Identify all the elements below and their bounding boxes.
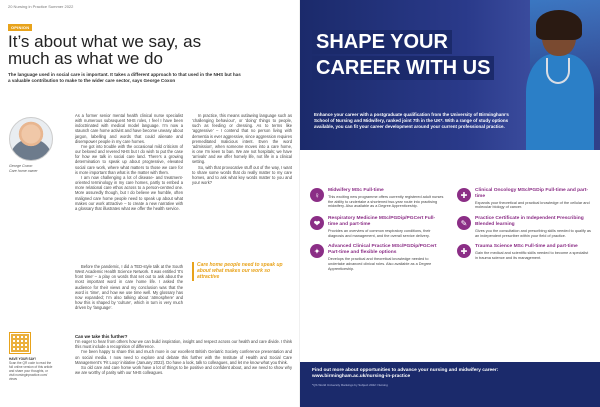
author-photo xyxy=(9,117,53,161)
article-column-1-lower xyxy=(75,264,183,310)
qr-caption xyxy=(9,357,53,381)
course-title: Trauma Science MSc Full-time and part-time xyxy=(475,244,578,250)
course-desc: Provides an overview of common respiratory conditions, their diagnosis and management, and the overall service delivery. xyxy=(328,228,431,238)
qr-pattern xyxy=(11,334,29,352)
midwifery-icon: ♀ xyxy=(310,188,324,202)
trauma-icon: ✚ xyxy=(457,244,471,258)
article-column-2 xyxy=(192,113,292,185)
qr-code[interactable] xyxy=(9,332,31,354)
body-paragraph: I’ve been happy to share this and much more in our excellent British Geriatric Society conference presentation and on social media. I now need to explore and debate this further with the Institute of Health and Social Care Management’s ‘Fit Loop’ initiative (January 2022). Do have a look, talk to colleagues, and let me know what you think. xyxy=(75,349,292,365)
course-item[interactable] xyxy=(310,244,445,271)
course-desc: Gain the medical and scientific skills needed to become a specialist in trauma science and its management. xyxy=(475,251,589,260)
author-role: Care home owner xyxy=(9,168,38,173)
course-item[interactable] xyxy=(310,216,445,238)
course-item[interactable] xyxy=(457,244,592,271)
body-paragraph: Before the pandemic, I did a TED-style talk at the South West Academic Health Science Network. It was entitled ‘It’s front time’ – a play on words that set out to ask about the most important word in care home life. I asked the audience for their views and my conclusion was that the word is ‘time’, and how we use time well. My glossary has now expanded; I’m also talking about ‘atmosphere’ and how this is shaped by ‘culture’, which in turn is very much driven by ‘language’. xyxy=(75,264,183,311)
banner-line-2: CAREER WITH US xyxy=(312,56,494,80)
respiratory-icon: ❤ xyxy=(310,216,324,230)
body-paragraph: I’m eager to hear from others how we can build inspiration, insight and respect across our health and care divide. I think this must include a recognition of difference. xyxy=(75,339,292,350)
body-paragraph: As a former senior mental health clinical nurse specialist with numerous subsequent NHS roles, I feel I have been indoctrinated with medical model language. I’m now a staunch care home activist and have become uneasy about jargon, labelling and words that could alienate and disempower people in my care homes. xyxy=(75,113,183,144)
article-standfirst: The language used in social care is important. It takes a different approach to that used in the NHS but has a valuable contribution to make to the wider care sector, says George Coxon xyxy=(8,72,241,83)
article-headline: It’s about what we say, as much as what we do xyxy=(8,32,202,68)
section-tag: OPINION xyxy=(8,24,32,31)
body-paragraph: So old care and care home work have a lot of things to be positive and confident about, and we need to show why we are worthy of parity with our NHS colleagues. xyxy=(75,364,292,376)
course-item[interactable] xyxy=(310,188,445,210)
footer-footnote: *QS World University Rankings by Subject 2022: Nursing xyxy=(312,383,388,387)
course-title: Practice Certificate in Independent Prescribing Blended learning xyxy=(475,216,584,227)
course-desc: Expands your theoretical and practical knowledge of the cellular and molecular biology of cancer. xyxy=(475,200,590,210)
course-desc: This exciting new programme offers currently registered adult nurses the ability to undertake a shortened two-year route into practising midwifery. Also available as a Degree Apprenticeship. xyxy=(328,194,444,209)
body-paragraph: In practice, this means outlawing language such as ‘challenging behaviour’, or ‘doing’ things to people, such as feeding or dressing. As to terms like ‘aggressive’ – I contend that no person living with dementia is ever aggressive, since aggression requires premeditated malicious intent. Even the word ‘admission’, when someone moves into a care home, is one I’m keen to ban. We are not hospitals; we have ‘arrivals’ and we offer homely life, not life in a clinical setting. xyxy=(192,113,292,165)
nurse-photo xyxy=(520,10,600,150)
course-desc: Gives you the consultation and prescribing skills needed to qualify as an independent prescriber within your field of practice. xyxy=(475,228,591,238)
course-title: Respiratory Medicine MSc/PGDip/PGCert Full-time and part-time xyxy=(328,216,436,227)
author-name: George Coxon xyxy=(9,164,33,168)
course-list xyxy=(310,188,592,271)
advert-banner xyxy=(312,30,494,82)
footer-url-link[interactable]: www.birmingham.ac.uk/nursing-in-practice xyxy=(312,374,411,379)
nurse-hair xyxy=(536,10,582,40)
running-head: 20 Nursing in Practice Summer 2022 xyxy=(8,4,74,9)
advert-footer xyxy=(300,362,600,407)
course-title: Midwifery MSc Full-time xyxy=(328,188,384,193)
advert-intro: Enhance your career with a postgraduate qualification from the University of Birmingham’s School of Nursing and Midwifery, ranked joint 7th in the UK*. With a range of study options available, you can fit your career development around your current professional practice. xyxy=(314,112,509,129)
course-item[interactable] xyxy=(457,216,592,238)
advert-hero xyxy=(300,0,600,150)
article-lower-section xyxy=(75,333,292,375)
qr-title: HAVE YOUR SAY! xyxy=(9,357,36,361)
section-subhead: Can we take this further? xyxy=(75,334,128,339)
article-column-1 xyxy=(75,113,183,211)
clinical-practice-icon: ✦ xyxy=(310,244,324,258)
banner-line-1: SHAPE YOUR xyxy=(312,30,452,54)
stethoscope-icon xyxy=(546,58,570,84)
course-desc: Develops the practical and theoretical knowledge needed to undertake advanced clinical roles. Also available as a Degree Apprenticeship. xyxy=(328,256,432,271)
oncology-icon: ✚ xyxy=(457,188,471,202)
prescribing-icon: ✎ xyxy=(457,216,471,230)
course-item[interactable] xyxy=(457,188,592,210)
course-title: Clinical Oncology MSc/PGDip Full-time and part-time xyxy=(475,188,589,199)
course-title: Advanced Clinical Practice MSc/PGDip/PGCert Part-time and flexible options xyxy=(328,244,437,256)
body-paragraph: So, with that provocative stuff out of the way, I want to share some words that do really matter to my care homes, and to ask what key words matter to you and your work? xyxy=(192,164,292,186)
author-caption xyxy=(9,164,38,174)
pull-quote: Care home people need to speak up about what makes our work so attractive xyxy=(192,262,292,281)
body-paragraph: I am now challenging a lot of disease- and treatment-oriented terminology in my care homes, partly to embed a more relational care ethos across to a person-centred one. More assuredly though, but I do believe we humble, often maligned care home people need to speak up about what makes our work attractive – to create a new narrative with a glossary that illustrates what we offer the health service. xyxy=(75,174,183,211)
advert-page xyxy=(300,0,600,407)
footer-cta: Find out more about opportunities to advance your nursing and midwifery career: xyxy=(312,368,499,373)
qr-text: Scan the QR code to read the full online version of this article and share your thoughts, or visit nursinginpractice.com/ views xyxy=(9,361,53,381)
body-paragraph: I’ve got into trouble with the occasional mild criticism of our beloved and revered NHS but I do wish to put the case for how we talk in social care land. There’s a growing determination to speak up about progressive, elevated social care work, where what matters to those we care for is more important than what is the matter with them. xyxy=(75,143,183,175)
